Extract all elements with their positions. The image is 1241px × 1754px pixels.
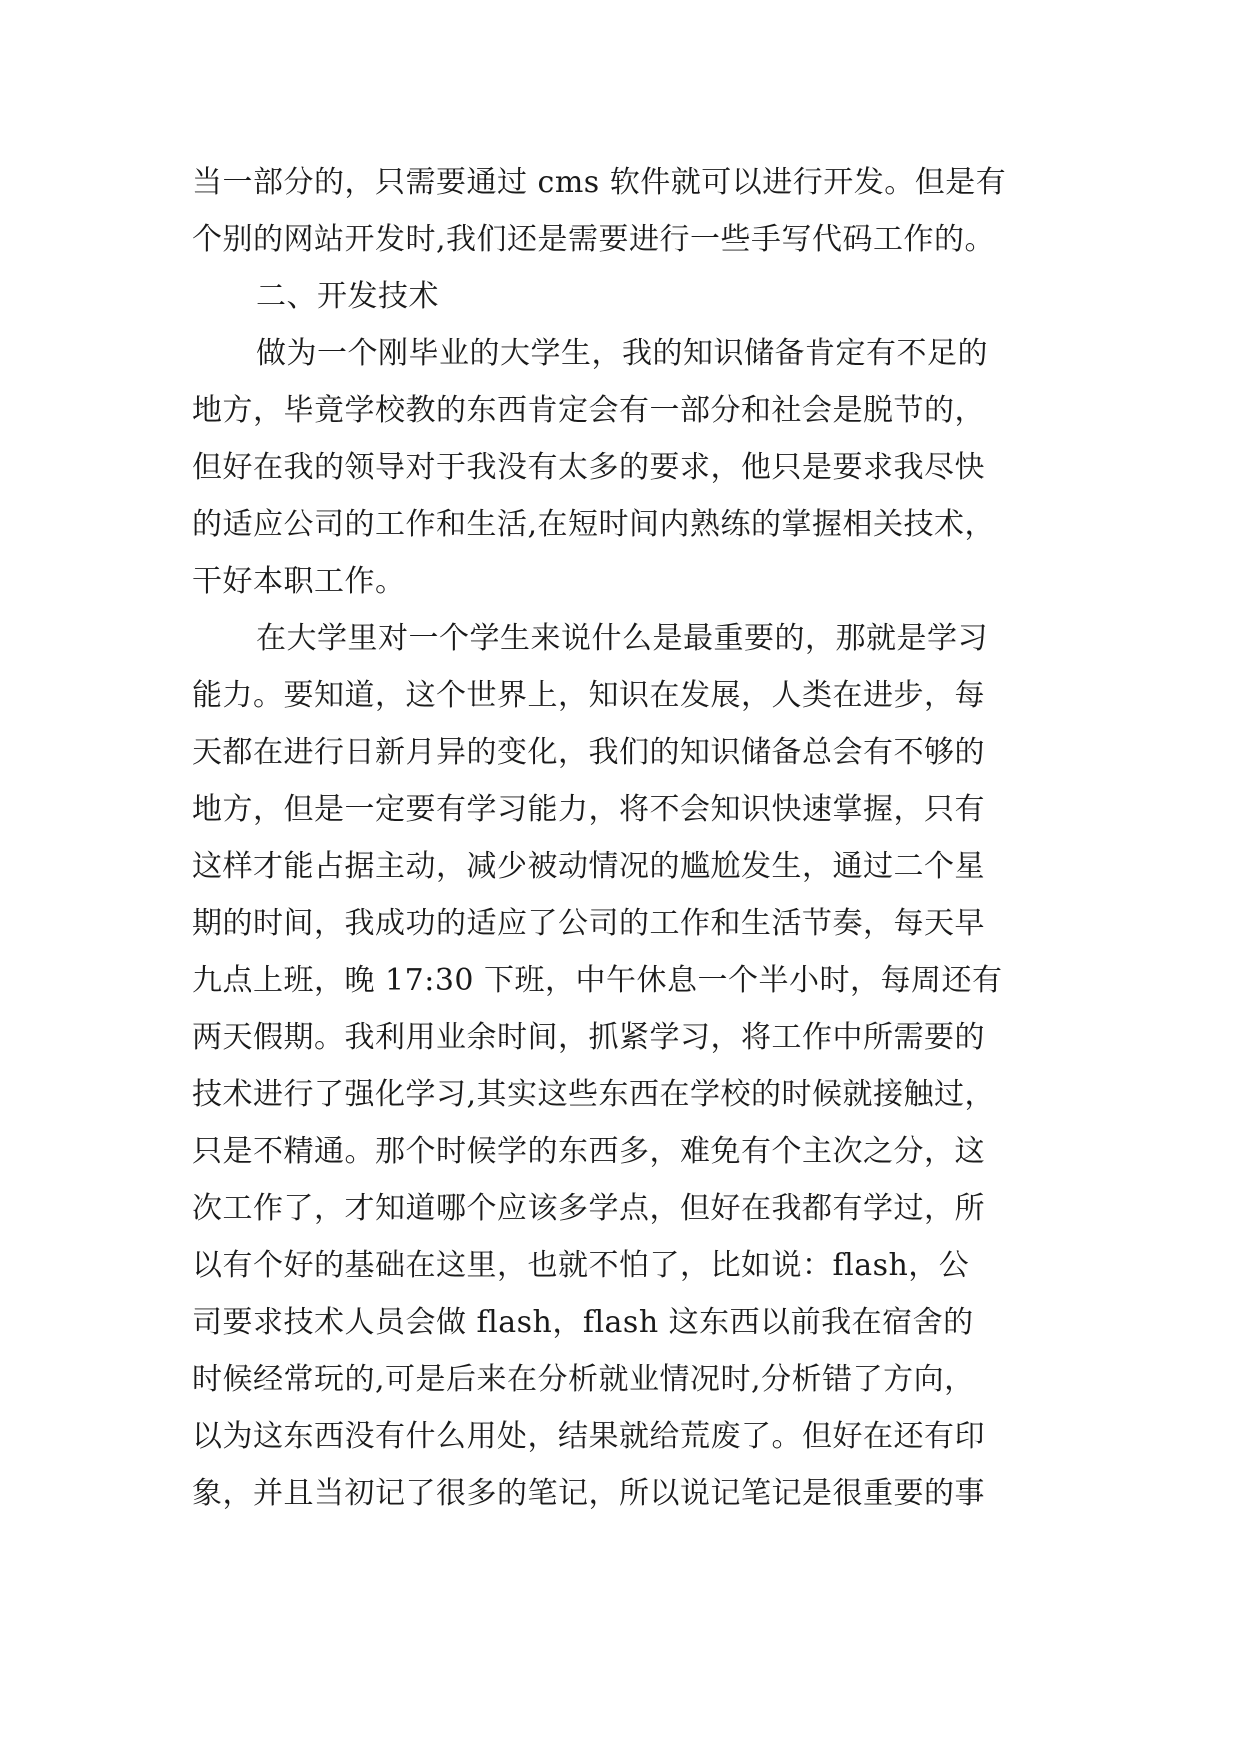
text-line: 司要求技术人员会做 flash，flash 这东西以前我在宿舍的 (192, 1305, 974, 1340)
text-line: 九点上班，晚 17:30 下班，中午休息一个半小时，每周还有 (192, 963, 1003, 998)
text-line: 当一部分的，只需要通过 cms 软件就可以进行开发。但是有 (192, 165, 1007, 200)
text-line: 这样才能占据主动，减少被动情况的尴尬发生，通过二个星 (192, 849, 985, 884)
text-line: 的适应公司的工作和生活,在短时间内熟练的掌握相关技术， (192, 507, 996, 542)
text-line: 时候经常玩的,可是后来在分析就业情况时,分析错了方向， (192, 1362, 975, 1397)
text-line: 次工作了，才知道哪个应该多学点，但好在我都有学过，所 (192, 1191, 985, 1226)
text-line: 以有个好的基础在这里，也就不怕了，比如说：flash，公 (192, 1248, 970, 1283)
text-line: 个别的网站开发时,我们还是需要进行一些手写代码工作的。 (192, 222, 996, 257)
section-heading: 二、开发技术 (256, 279, 439, 314)
text-line: 期的时间，我成功的适应了公司的工作和生活节奏，每天早 (192, 906, 985, 941)
text-line: 但好在我的领导对于我没有太多的要求，他只是要求我尽快 (192, 450, 985, 485)
paragraph-first-line: 做为一个刚毕业的大学生，我的知识储备肯定有不足的 (256, 336, 988, 371)
text-line: 地方，但是一定要有学习能力，将不会知识快速掌握，只有 (192, 792, 985, 827)
text-line: 技术进行了强化学习,其实这些东西在学校的时候就接触过， (192, 1077, 996, 1112)
text-line: 以为这东西没有什么用处，结果就给荒废了。但好在还有印 (192, 1419, 985, 1454)
text-line: 两天假期。我利用业余时间，抓紧学习，将工作中所需要的 (192, 1020, 985, 1055)
text-line: 象，并且当初记了很多的笔记，所以说记笔记是很重要的事 (192, 1476, 985, 1511)
text-line: 天都在进行日新月异的变化，我们的知识储备总会有不够的 (192, 735, 985, 770)
paragraph-first-line: 在大学里对一个学生来说什么是最重要的，那就是学习 (256, 621, 988, 656)
text-line: 地方，毕竟学校教的东西肯定会有一部分和社会是脱节的， (192, 393, 985, 428)
text-line: 只是不精通。那个时候学的东西多，难免有个主次之分，这 (192, 1134, 985, 1169)
text-line: 干好本职工作。 (192, 564, 406, 599)
text-line: 能力。要知道，这个世界上，知识在发展，人类在进步，每 (192, 678, 985, 713)
